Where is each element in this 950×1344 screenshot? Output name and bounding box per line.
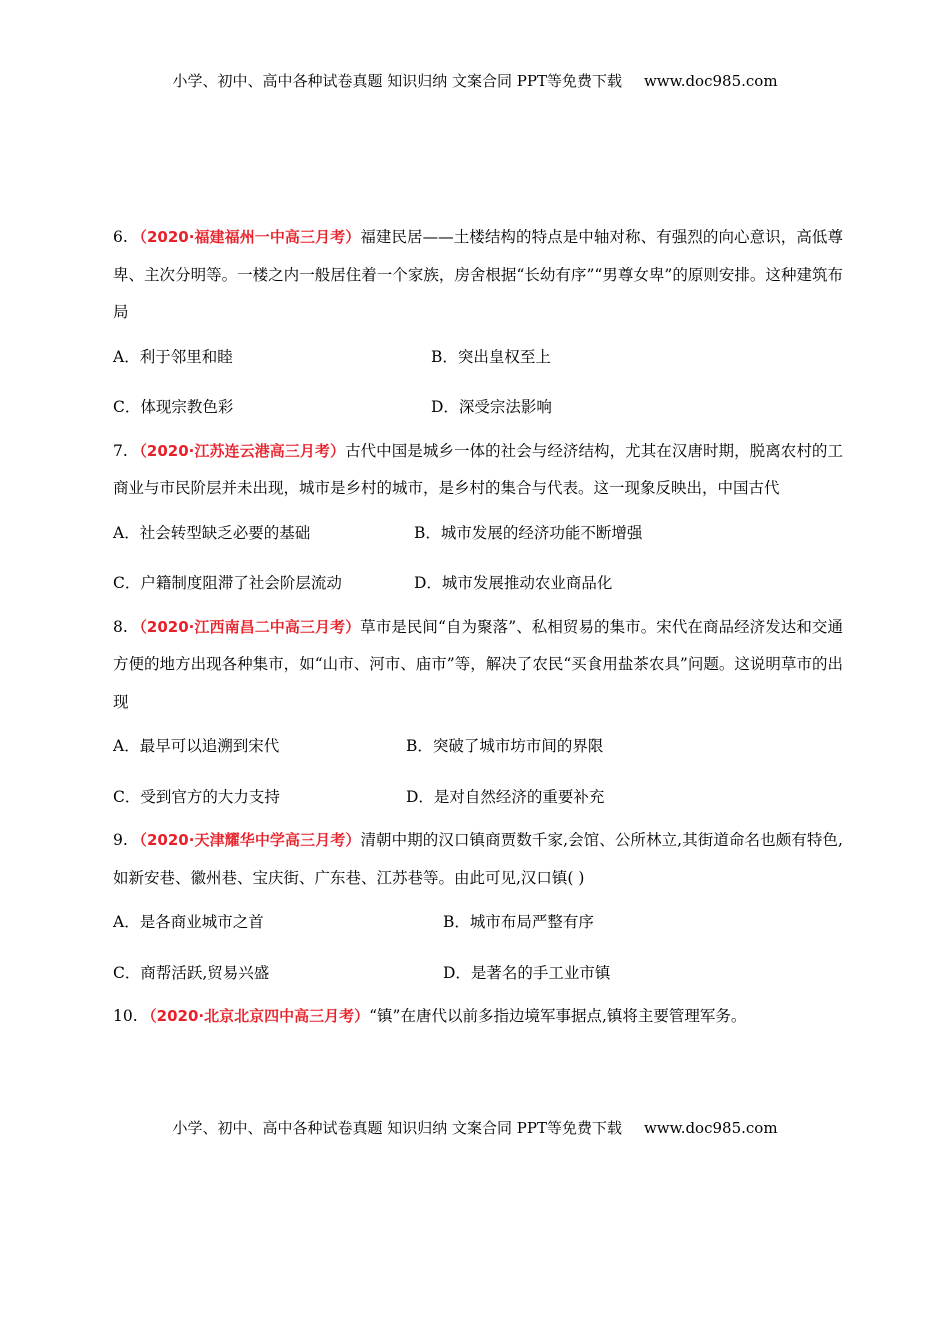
question-8 xyxy=(113,609,843,722)
option-a[interactable]: A．利于邻里和睦 xyxy=(113,347,233,366)
option-c[interactable]: C．受到官方的大力支持 xyxy=(113,787,280,806)
option-d[interactable]: D．城市发展推动农业商品化 xyxy=(414,574,613,592)
option-a[interactable]: A．最早可以追溯到宋代 xyxy=(113,737,280,755)
question-number: 6. xyxy=(113,228,128,246)
question-source: （2020·江苏连云港高三月考） xyxy=(131,441,346,460)
option-b[interactable]: B．城市布局严整有序 xyxy=(443,913,594,931)
page-footer xyxy=(0,1117,950,1138)
footer-text: 小学、初中、高中各种试卷真题 知识归纳 文案合同 PPT等免费下载 xyxy=(172,1119,622,1137)
question-source: （2020·北京北京四中高三月考） xyxy=(141,1007,370,1025)
option-b[interactable]: B．突破了城市坊市间的界限 xyxy=(406,737,604,755)
question-stem: 清朝中期的汉口镇商贾数千家,会馆、公所林立,其街道命名也颇有特色,如新安巷、徽州巷、宝庆街、广东巷、江苏巷等。由此可见,汉口镇( ) xyxy=(113,831,843,887)
question-source: （2020·福建福州一中高三月考） xyxy=(131,228,361,246)
options-row xyxy=(113,332,843,383)
option-d[interactable]: D．是著名的手工业市镇 xyxy=(443,963,611,982)
options-row xyxy=(113,948,843,999)
question-stem: 草市是民间“自为聚落”、私相贸易的集市。宋代在商品经济发达和交通方便的地方出现各种集市，如“山市、河市、庙市”等，解决了农民“买食用盐茶农具”问题。这说明草市的出现 xyxy=(113,617,843,711)
question-source: （2020·江西南昌二中高三月考） xyxy=(131,617,361,636)
question-number: 10. xyxy=(113,1007,138,1025)
question-7 xyxy=(113,433,843,508)
option-d[interactable]: D．是对自然经济的重要补充 xyxy=(406,787,605,806)
option-d[interactable]: D．深受宗法影响 xyxy=(431,398,552,416)
options-row xyxy=(113,721,843,772)
option-a[interactable]: A．是各商业城市之首 xyxy=(113,913,264,931)
question-6 xyxy=(113,219,843,332)
question-number: 8. xyxy=(113,617,128,636)
header-url[interactable]: www.doc985.com xyxy=(643,72,778,90)
question-number: 7. xyxy=(113,441,128,460)
question-stem: 福建民居——土楼结构的特点是中轴对称、有强烈的向心意识，高低尊卑、主次分明等。一楼之内一般居住着一个家族，房舍根据“长幼有序”“男尊女卑”的原则安排。这种建筑布局 xyxy=(113,228,843,321)
options-row xyxy=(113,508,843,559)
option-b[interactable]: B．突出皇权至上 xyxy=(431,347,551,366)
question-stem: 古代中国是城乡一体的社会与经济结构，尤其在汉唐时期，脱离农村的工商业与市民阶层并未出现，城市是乡村的城市，是乡村的集合与代表。这一现象反映出，中国古代 xyxy=(113,441,843,497)
options-row xyxy=(113,772,843,823)
question-stem: “镇”在唐代以前多指边境军事据点,镇将主要管理军务。 xyxy=(369,1007,747,1025)
question-list xyxy=(113,219,843,1036)
header-text: 小学、初中、高中各种试卷真题 知识归纳 文案合同 PPT等免费下载 xyxy=(172,72,622,90)
page-header xyxy=(0,70,950,91)
option-c[interactable]: C．户籍制度阻滞了社会阶层流动 xyxy=(113,574,342,592)
question-9 xyxy=(113,822,843,897)
question-10 xyxy=(113,998,843,1036)
options-row xyxy=(113,897,843,948)
option-a[interactable]: A．社会转型缺乏必要的基础 xyxy=(113,523,311,542)
question-source: （2020·天津耀华中学高三月考） xyxy=(131,831,361,849)
footer-url[interactable]: www.doc985.com xyxy=(643,1119,778,1137)
option-b[interactable]: B．城市发展的经济功能不断增强 xyxy=(414,523,643,542)
options-row xyxy=(113,382,843,433)
options-row xyxy=(113,558,843,609)
option-c[interactable]: C．商帮活跃,贸易兴盛 xyxy=(113,963,270,982)
option-c[interactable]: C．体现宗教色彩 xyxy=(113,398,234,416)
question-number: 9. xyxy=(113,831,128,849)
